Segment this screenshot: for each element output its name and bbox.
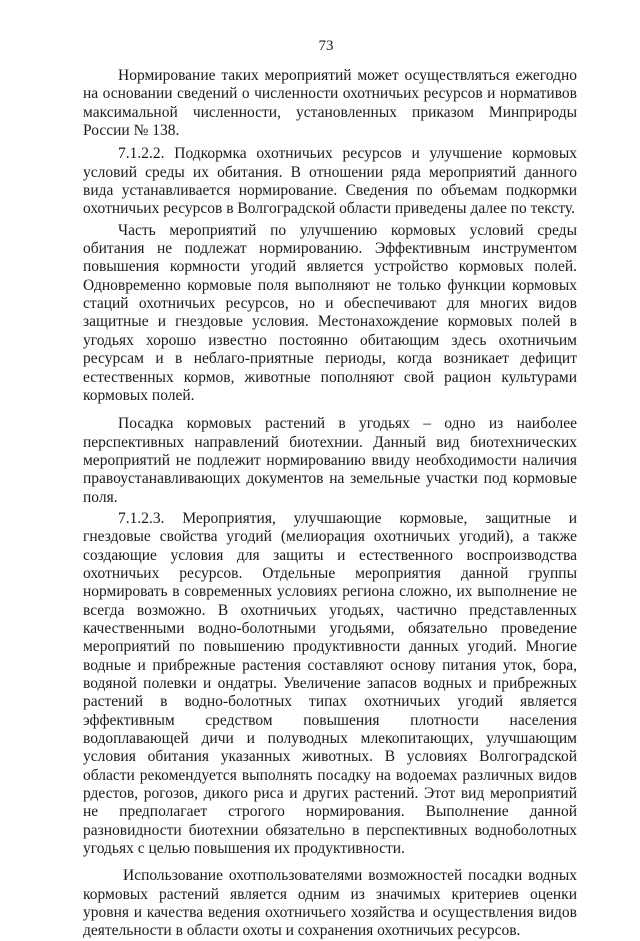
paragraph-7-1-2-3: 7.1.2.3. Мероприятия, улучшающие кормовые, защитные и гнездовые свойства угодий (мелиорация охотничьих угодий), а также создающие условия для защиты и естественного воспроизводства охотничьих ресурсов. Отдельные мероприятия данной группы нормировать в современных условиях региона сложно, их выполнение не всегда возможно. В охотничьих угодьях, частично представленных качественными водно-болотными угодьями, обязательно проведение мероприятий по повышению продуктивности данных угодий. Многие водные и прибрежные растения составляют основу питания уток, бора, водяной полевки и ондатры. Увеличение запасов водных и прибрежных растений в водно-болотных типах охотничьих угодий является эффективным средством повышения плотности населения водоплавающей дичи и полуводных млекопитающих, улучшающим условия обитания указанных животных. В условиях Волгоградской области рекомендуется выполнять посадку на водоемах различных видов рдестов, рогозов, дикого риса и других растений. Этот вид мероприятий не предполагает строгого нормирования. Выполнение данной разновидности биотехнии обязательно в перспективных водноболотных угодьях с целью повышения их продуктивности. — [83, 509, 577, 858]
paragraph-7-1-2-2: 7.1.2.2. Подкормка охотничьих ресурсов и улучшение кормовых условий среды их обитания. В отношении ряда мероприятий данного вида устанавливается нормирование. Сведения по объемам подкормки охотничьих ресурсов в Волгоградской области приведены далее по тексту. — [83, 145, 577, 218]
body-text — [83, 67, 577, 941]
page-number: 73 — [318, 38, 334, 54]
paragraph-feeding-fields: Часть мероприятий по улучшению кормовых условий среды обитания не подлежат нормированию. Эффективным инструментом повышения кормности угодий является устройство кормовых полей. Одновременно кормовые поля выполняют не только функции кормовых стаций охотничьих ресурсов, но и обеспечивают для многих видов защитные и гнездовые условия. Местонахождение кормовых полей в угодьях хорошо известно постоянно обитающим здесь охотничьим ресурсам и в неблаго-приятные периоды, когда возникает дефицит естественных кормов, животные пополняют свой рацион культурами кормовых полей. — [83, 221, 577, 404]
paragraph-planting: Посадка кормовых растений в угодьях – одно из наиболее перспективных направлений биотехнии. Данный вид биотехнических мероприятий не подлежит нормированию ввиду необходимости наличия правоустанавливающих документов на земельные участки под кормовые поля. — [83, 415, 577, 506]
paragraph-regulation: Нормирование таких мероприятий может осуществляться ежегодно на основании сведений о численности охотничьих ресурсов и нормативов максимальной численности, установленных приказом Минприроды России № 138. — [83, 67, 577, 140]
paragraph-usage: Использование охотпользователями возможностей посадки водных кормовых растений является одним из значимых критериев оценки уровня и качества ведения охотничьего хозяйства и осуществления видов деятельности в области охоты и сохранения охотничьих ресурсов. — [83, 867, 577, 940]
